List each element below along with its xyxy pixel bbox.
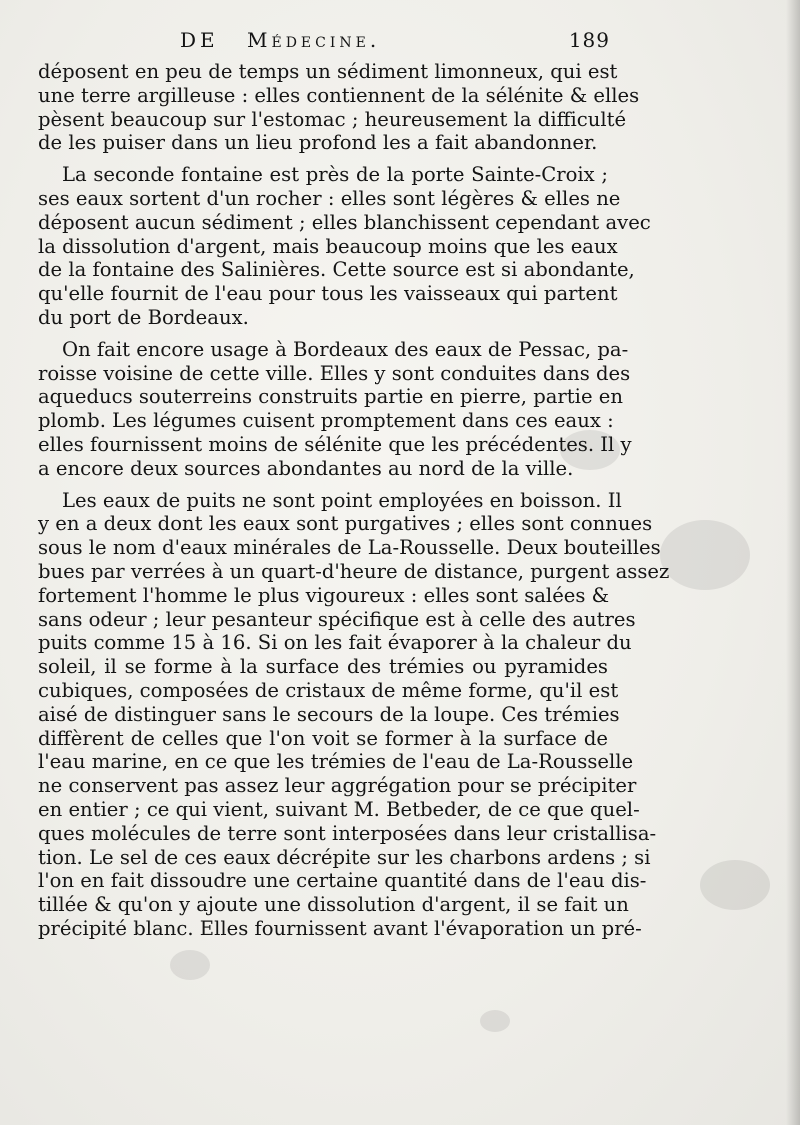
text-line: diffèrent de celles que l'on voit se former à la surface de xyxy=(38,726,608,750)
text-line: déposent en peu de temps un sédiment limonneux, qui est xyxy=(38,60,618,83)
text-line: aisé de distinguer sans le secours de la loupe. Ces trémies xyxy=(38,702,620,726)
text-line: ques molécules de terre sont interposées dans leur cristallisa- xyxy=(38,821,657,845)
text-line: en entier ; ce qui vient, suivant M. Betbeder, de ce que quel- xyxy=(38,797,640,821)
text-line: sous le nom d'eaux minérales de La-Rousselle. Deux bouteilles xyxy=(38,536,661,560)
text-line: elles fournissent moins de sélénite que les précédentes. Il y xyxy=(38,432,632,456)
text-line: pèsent beaucoup sur l'estomac ; heureusement la difficulté xyxy=(38,107,627,131)
text-line: Les eaux de puits ne sont point employées en boisson. Il xyxy=(62,488,622,512)
text-line: ne conservent pas assez leur aggrégation pour se précipiter xyxy=(38,774,637,798)
paragraph xyxy=(38,163,651,330)
text-line: aqueducs souterreins construits partie en pierre, partie en xyxy=(38,385,623,409)
paragraph xyxy=(38,488,670,941)
page-edge-shadow xyxy=(786,0,800,1125)
text-line: tillée & qu'on y ajoute une dissolution d'argent, il se fait un xyxy=(38,893,629,917)
text-line: plomb. Les légumes cuisent promptement dans ces eaux : xyxy=(38,409,614,433)
paper-stain xyxy=(660,520,750,590)
page-number: 189 xyxy=(568,28,610,52)
paragraph-gap xyxy=(38,155,608,163)
body-text xyxy=(38,60,670,941)
text-line: tion. Le sel de ces eaux décrépite sur les charbons ardens ; si xyxy=(38,845,651,869)
text-line: déposent aucun sédiment ; elles blanchissent cependant avec xyxy=(38,210,651,234)
paper-stain xyxy=(480,1010,510,1032)
text-line: roisse voisine de cette ville. Elles y sont conduites dans des xyxy=(38,361,631,385)
page-header xyxy=(180,28,610,56)
text-line: l'eau marine, en ce que les trémies de l'eau de La-Rousselle xyxy=(38,750,634,774)
text-line: fortement l'homme le plus vigoureux : elles sont salées & xyxy=(38,583,610,607)
text-line: puits comme 15 à 16. Si on les fait évaporer à la chaleur du xyxy=(38,631,632,655)
paragraph xyxy=(38,337,632,481)
paragraph-gap xyxy=(38,330,608,338)
text-line: cubiques, composées de cristaux de même forme, qu'il est xyxy=(38,678,619,702)
paragraph-gap xyxy=(38,481,608,489)
text-line: qu'elle fournit de l'eau pour tous les vaisseaux qui partent xyxy=(38,282,618,306)
text-line: la dissolution d'argent, mais beaucoup moins que les eaux xyxy=(38,234,618,258)
text-line: du port de Bordeaux. xyxy=(38,305,249,329)
text-line: de la fontaine des Salinières. Cette source est si abondante, xyxy=(38,258,635,282)
paragraph xyxy=(38,60,640,155)
text-line: a encore deux sources abondantes au nord de la ville. xyxy=(38,456,574,480)
running-title xyxy=(180,28,380,52)
text-line: ses eaux sortent d'un rocher : elles sont légères & elles ne xyxy=(38,186,621,210)
text-line: bues par verrées à un quart-d'heure de distance, purgent assez xyxy=(38,559,670,583)
text-line: de les puiser dans un lieu profond les a fait abandonner. xyxy=(38,131,598,155)
text-line: La seconde fontaine est près de la porte Sainte-Croix ; xyxy=(62,163,608,187)
text-line: l'on en fait dissoudre une certaine quantité dans de l'eau dis- xyxy=(38,869,647,893)
running-title-prefix: DE xyxy=(180,28,219,52)
paper-stain xyxy=(700,860,770,910)
text-line: une terre argilleuse : elles contiennent de la sélénite & elles xyxy=(38,83,640,107)
text-line: y en a deux dont les eaux sont purgatives ; elles sont connues xyxy=(38,512,653,536)
text-line: On fait encore usage à Bordeaux des eaux de Pessac, pa- xyxy=(62,337,629,361)
paper-stain xyxy=(170,950,210,980)
text-line: précipité blanc. Elles fournissent avant l'évaporation un pré- xyxy=(38,916,642,940)
text-line: soleil, il se forme à la surface des trémies ou pyramides xyxy=(38,655,608,679)
text-line: sans odeur ; leur pesanteur spécifique est à celle des autres xyxy=(38,607,636,631)
running-title-main: Médecine. xyxy=(247,28,381,52)
